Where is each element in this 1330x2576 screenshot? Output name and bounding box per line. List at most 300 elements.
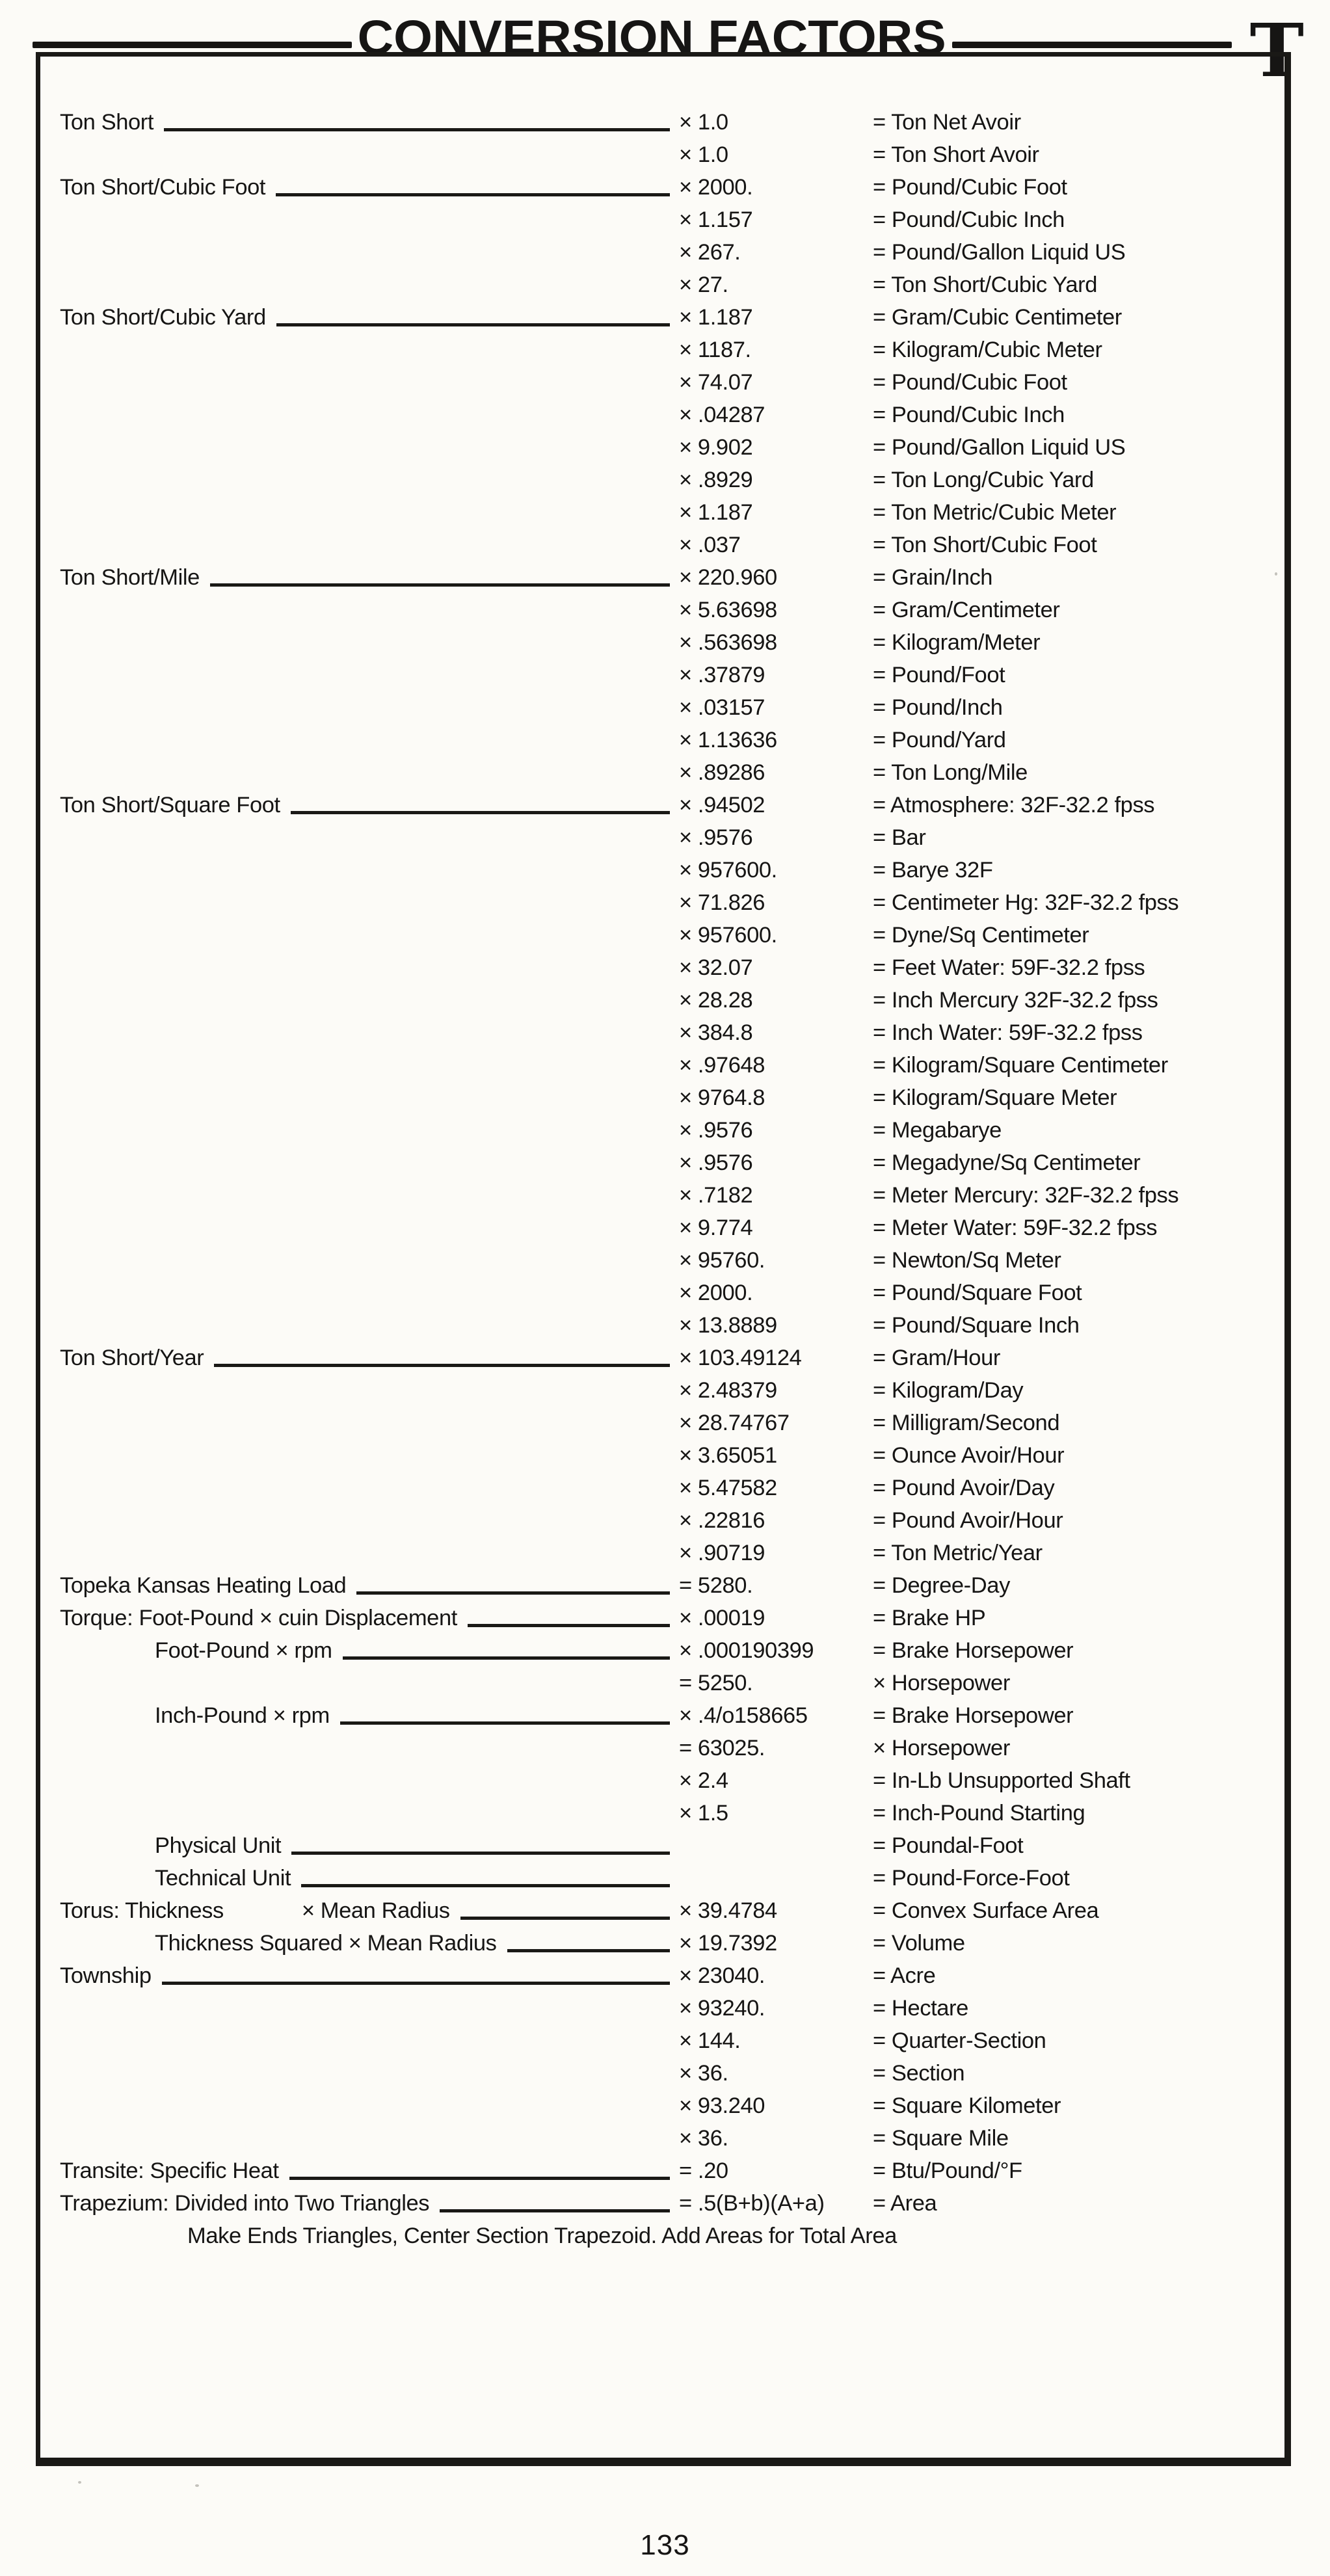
conversion-factor: × 1.0: [679, 110, 728, 135]
conversion-row: [60, 1374, 1268, 1407]
conversion-factor: × 3.65051: [679, 1443, 777, 1468]
conversion-row-label-cell: [60, 431, 679, 464]
conversion-row: [60, 1504, 1268, 1537]
conversion-factor: × .00019: [679, 1606, 765, 1630]
conversion-result: = Kilogram/Square Meter: [873, 1085, 1117, 1110]
conversion-result: = Area: [873, 2191, 937, 2216]
conversion-row: [60, 431, 1268, 464]
conversion-row-label-cell: [60, 1732, 679, 1764]
conversion-factor: × .37879: [679, 663, 765, 687]
conversion-row-label-cell: [60, 1504, 679, 1537]
conversion-result: = Newton/Sq Meter: [873, 1248, 1061, 1273]
conversion-row: [60, 1764, 1268, 1797]
conversion-result: = Hectare: [873, 1996, 968, 2021]
conversion-row: [60, 1634, 1268, 1667]
conversion-row-label-cell: [60, 691, 679, 724]
conversion-factor: × .90719: [679, 1541, 765, 1565]
conversion-row-label-cell: [60, 1212, 679, 1244]
conversion-row-label-cell: [60, 2187, 679, 2220]
conversion-row: [60, 561, 1268, 594]
conversion-row: [60, 1537, 1268, 1569]
conversion-row: [60, 496, 1268, 529]
conversion-result: = Milligram/Second: [873, 1411, 1060, 1435]
conversion-row: [60, 1699, 1268, 1732]
conversion-row: [60, 2122, 1268, 2155]
conversion-factor: × 957600.: [679, 923, 777, 948]
conversion-result: = Square Kilometer: [873, 2093, 1061, 2118]
conversion-row-label-cell: [60, 106, 679, 139]
conversion-row-label: Technical Unit: [155, 1866, 291, 1891]
conversion-row-label-cell: [60, 2122, 679, 2155]
conversion-result: = Pound/Cubic Foot: [873, 370, 1067, 395]
conversion-result: = Pound/Gallon Liquid US: [873, 240, 1126, 265]
conversion-row: [60, 1244, 1268, 1277]
conversion-factor: × .03157: [679, 695, 765, 720]
conversion-row: [60, 951, 1268, 984]
conversion-row: [60, 1407, 1268, 1439]
conversion-row: [60, 171, 1268, 204]
conversion-result: = Btu/Pound/°F: [873, 2158, 1022, 2183]
header-rule-left: [33, 42, 352, 48]
conversion-row-label-cell: [60, 204, 679, 236]
conversion-result: = Gram/Hour: [873, 1346, 1000, 1370]
conversion-row: [60, 366, 1268, 399]
conversion-result: = Ton Metric/Year: [873, 1541, 1043, 1565]
conversion-row: [60, 1667, 1268, 1699]
conversion-row: [60, 626, 1268, 659]
conversion-result: = Inch Water: 59F-32.2 fpss: [873, 1020, 1143, 1045]
conversion-row: [60, 886, 1268, 919]
conversion-factor: × .9576: [679, 1118, 753, 1143]
leader-line: [291, 811, 670, 814]
leader-line: [162, 1982, 670, 1985]
conversion-row-label-cell: [60, 496, 679, 529]
conversion-row-label-cell: [60, 2090, 679, 2122]
conversion-result: = Brake Horsepower: [873, 1703, 1074, 1728]
conversion-factor: × 144.: [679, 2028, 741, 2053]
conversion-row-label: Ton Short/Mile: [60, 565, 200, 590]
conversion-row: [60, 984, 1268, 1016]
conversion-row: [60, 1894, 1268, 1927]
conversion-row: [60, 334, 1268, 366]
conversion-result: = Gram/Centimeter: [873, 598, 1060, 622]
conversion-row: [60, 659, 1268, 691]
conversion-factor: [679, 1829, 873, 1862]
conversion-row: [60, 821, 1268, 854]
scan-speck: [195, 2484, 199, 2487]
conversion-row: [60, 789, 1268, 821]
conversion-result: = Ton Short Avoir: [873, 142, 1039, 167]
conversion-row-label-cell: [60, 951, 679, 984]
conversion-result: = Ton Short/Cubic Foot: [873, 533, 1097, 557]
conversion-factor: × .04287: [679, 403, 765, 427]
conversion-result: = Ton Metric/Cubic Meter: [873, 500, 1117, 525]
leader-line: [340, 1721, 670, 1725]
conversion-row: [60, 691, 1268, 724]
conversion-result: = Pound Avoir/Hour: [873, 1508, 1063, 1533]
conversion-row-label: Ton Short/Year: [60, 1346, 204, 1370]
conversion-row-label-cell: [60, 724, 679, 756]
conversion-result: = Pound/Cubic Inch: [873, 403, 1065, 427]
conversion-row-label: Physical Unit: [155, 1833, 282, 1858]
conversion-factor: × 23040.: [679, 1963, 765, 1988]
leader-line: [460, 1917, 670, 1920]
conversion-row-label: Inch-Pound × rpm: [155, 1703, 330, 1728]
conversion-factor: × .8929: [679, 468, 753, 492]
conversion-row: [60, 854, 1268, 886]
leader-line: [301, 1884, 670, 1887]
conversion-row-label-cell: [60, 1537, 679, 1569]
leader-line: [276, 193, 670, 196]
conversion-row-label-cell: [60, 1472, 679, 1504]
conversion-row-label-cell: [60, 1277, 679, 1309]
conversion-row-label-cell: [60, 984, 679, 1016]
page-title: CONVERSION FACTORS: [357, 10, 947, 64]
conversion-result: = Gram/Cubic Centimeter: [873, 305, 1122, 330]
conversion-factor: × .97648: [679, 1053, 765, 1078]
conversion-result: = Pound Avoir/Day: [873, 1476, 1055, 1500]
conversion-factor: × 220.960: [679, 565, 777, 590]
conversion-row-label-cell: [60, 1439, 679, 1472]
conversion-row-label: Ton Short: [60, 110, 154, 135]
conversion-row: [60, 919, 1268, 951]
conversion-factor: × 74.07: [679, 370, 753, 395]
leader-line: [289, 2177, 670, 2180]
conversion-row-label-cell: [60, 1374, 679, 1407]
conversion-row-label-cell: [60, 854, 679, 886]
conversion-row-label-2: × Mean Radius: [301, 1898, 450, 1923]
conversion-row-label-cell: [60, 1244, 679, 1277]
conversion-row: [60, 1569, 1268, 1602]
conversion-row: [60, 529, 1268, 561]
conversion-result: = Brake HP: [873, 1606, 986, 1630]
conversion-factor: × 384.8: [679, 1020, 753, 1045]
leader-line: [356, 1591, 670, 1595]
conversion-row-label-cell: [60, 626, 679, 659]
conversion-row-label-cell: [60, 399, 679, 431]
conversion-row-label-cell: [60, 1894, 679, 1927]
conversion-row-label-cell: [60, 1147, 679, 1179]
section-letter: T: [1249, 8, 1304, 94]
leader-line: [440, 2209, 670, 2212]
conversion-result: = In-Lb Unsupported Shaft: [873, 1768, 1130, 1793]
conversion-result: = Pound/Cubic Foot: [873, 175, 1067, 200]
conversion-row: [60, 399, 1268, 431]
conversion-factor: × .7182: [679, 1183, 753, 1208]
conversion-result: = Ton Long/Mile: [873, 760, 1028, 785]
conversion-row-label-cell: [60, 2025, 679, 2057]
conversion-row-label-cell: [60, 269, 679, 301]
conversion-row: [60, 301, 1268, 334]
conversion-factor: × .89286: [679, 760, 765, 785]
conversion-row: [60, 724, 1268, 756]
scan-speck: [1275, 572, 1277, 576]
conversion-result: = Grain/Inch: [873, 565, 993, 590]
conversion-row: [60, 2025, 1268, 2057]
conversion-factor: × 267.: [679, 240, 741, 265]
conversion-factor: × .563698: [679, 630, 777, 655]
conversion-row-label-cell: [60, 594, 679, 626]
conversion-result: = Inch Mercury 32F-32.2 fpss: [873, 988, 1158, 1013]
conversion-factor: × 2000.: [679, 1281, 753, 1305]
conversion-result: × Horsepower: [873, 1736, 1010, 1760]
conversion-row-label: Torus: Thickness: [60, 1898, 224, 1923]
conversion-factor: × .22816: [679, 1508, 765, 1533]
conversion-result: = Bar: [873, 825, 926, 850]
conversion-factor: [679, 1862, 873, 1894]
conversion-row: [60, 1342, 1268, 1374]
conversion-row-label-cell: [60, 1309, 679, 1342]
leader-line: [210, 583, 670, 587]
conversion-factor: × 95760.: [679, 1248, 765, 1273]
conversion-result: = Pound/Yard: [873, 728, 1006, 752]
conversion-result: = Atmosphere: 32F-32.2 fpss: [873, 793, 1155, 817]
leader-line: [276, 323, 670, 326]
conversion-row-label-cell: [60, 529, 679, 561]
conversion-result: = Megadyne/Sq Centimeter: [873, 1150, 1141, 1175]
conversion-row-label-cell: [60, 1407, 679, 1439]
conversion-row: [60, 1602, 1268, 1634]
conversion-factor: × 71.826: [679, 890, 765, 915]
conversion-row: [60, 594, 1268, 626]
conversion-row: [60, 139, 1268, 171]
conversion-result: = Volume: [873, 1931, 965, 1956]
conversion-row-label: Trapezium: Divided into Two Triangles: [60, 2191, 430, 2216]
conversion-row-label-cell: [60, 789, 679, 821]
conversion-row-label-cell: [60, 1569, 679, 1602]
conversion-row: [60, 204, 1268, 236]
conversion-result: = Brake Horsepower: [873, 1638, 1074, 1663]
conversion-row-label-cell: [60, 1667, 679, 1699]
conversion-row-label-cell: [60, 236, 679, 269]
conversion-row-label-cell: [60, 756, 679, 789]
conversion-result: = Kilogram/Meter: [873, 630, 1041, 655]
conversion-result: = Pound/Inch: [873, 695, 1003, 720]
trapezium-note: Make Ends Triangles, Center Section Trapezoid. Add Areas for Total Area: [187, 2224, 897, 2248]
conversion-row-label-cell: [60, 1114, 679, 1147]
conversion-row: [60, 1049, 1268, 1082]
conversion-row: [60, 464, 1268, 496]
content-frame: [36, 52, 1291, 2466]
conversion-row-label: Ton Short/Cubic Foot: [60, 175, 266, 200]
conversion-factor: × 19.7392: [679, 1931, 777, 1956]
conversion-row-label-cell: [60, 821, 679, 854]
conversion-factor: = 5280.: [679, 1573, 753, 1598]
conversion-row-label-cell: [60, 301, 679, 334]
conversion-factor: = 5250.: [679, 1671, 753, 1695]
conversion-result: = Inch-Pound Starting: [873, 1801, 1085, 1826]
conversion-table: [60, 106, 1268, 2220]
conversion-factor: × 36.: [679, 2126, 728, 2151]
conversion-factor: × 32.07: [679, 955, 753, 980]
conversion-factor: × 2000.: [679, 175, 753, 200]
conversion-result: = Kilogram/Cubic Meter: [873, 338, 1102, 362]
conversion-result: = Convex Surface Area: [873, 1898, 1099, 1923]
conversion-factor: × 9764.8: [679, 1085, 765, 1110]
conversion-row: [60, 1829, 1268, 1862]
conversion-row-label-cell: [60, 1699, 679, 1732]
conversion-row-label-cell: [60, 659, 679, 691]
conversion-factor: × 1187.: [679, 338, 751, 362]
conversion-row-label: Torque: Foot-Pound × cuin Displacement: [60, 1606, 457, 1630]
conversion-row-label-cell: [60, 1016, 679, 1049]
conversion-factor: × .9576: [679, 1150, 753, 1175]
conversion-result: = Meter Water: 59F-32.2 fpss: [873, 1215, 1158, 1240]
conversion-result: = Quarter-Section: [873, 2028, 1046, 2053]
conversion-result: = Centimeter Hg: 32F-32.2 fpss: [873, 890, 1179, 915]
conversion-result: = Pound/Foot: [873, 663, 1005, 687]
conversion-row: [60, 1472, 1268, 1504]
conversion-row: [60, 1732, 1268, 1764]
conversion-row-label-cell: [60, 561, 679, 594]
conversion-row-label: Ton Short/Cubic Yard: [60, 305, 266, 330]
conversion-row-label-cell: [60, 1992, 679, 2025]
conversion-row-label-cell: [60, 1927, 679, 1959]
leader-line: [164, 128, 670, 131]
conversion-row: [60, 1016, 1268, 1049]
conversion-row: [60, 1797, 1268, 1829]
conversion-factor: × 93240.: [679, 1996, 765, 2021]
conversion-row-label-cell: [60, 1797, 679, 1829]
conversion-row-label-cell: [60, 1342, 679, 1374]
conversion-result: = Feet Water: 59F-32.2 fpss: [873, 955, 1145, 980]
conversion-row-label-cell: [60, 334, 679, 366]
conversion-row: [60, 1179, 1268, 1212]
scan-speck: [78, 2481, 81, 2484]
conversion-factor: × 2.48379: [679, 1378, 777, 1403]
conversion-row: [60, 1082, 1268, 1114]
conversion-factor: × 9.774: [679, 1215, 753, 1240]
conversion-factor: × 5.47582: [679, 1476, 777, 1500]
conversion-row-label-cell: [60, 1959, 679, 1992]
conversion-row-label-cell: [60, 1082, 679, 1114]
conversion-row: [60, 2057, 1268, 2090]
conversion-result: = Pound/Square Foot: [873, 1281, 1082, 1305]
conversion-factor: × 93.240: [679, 2093, 765, 2118]
conversion-result: = Ounce Avoir/Hour: [873, 1443, 1065, 1468]
conversion-factor: × 1.5: [679, 1801, 728, 1826]
conversion-row-label-cell: [60, 1862, 679, 1894]
conversion-row-label-cell: [60, 2155, 679, 2187]
conversion-result: = Pound/Gallon Liquid US: [873, 435, 1126, 460]
conversion-row-label-cell: [60, 171, 679, 204]
conversion-row-label: Thickness Squared × Mean Radius: [155, 1931, 497, 1956]
conversion-factor: × .000190399: [679, 1638, 814, 1663]
conversion-row: [60, 1992, 1268, 2025]
conversion-row-label-cell: [60, 366, 679, 399]
conversion-factor: × 36.: [679, 2061, 728, 2086]
conversion-result: = Barye 32F: [873, 858, 993, 883]
conversion-row-label-cell: [60, 1602, 679, 1634]
leader-line: [507, 1949, 670, 1952]
conversion-row-label: Topeka Kansas Heating Load: [60, 1573, 347, 1598]
conversion-row-label-cell: [60, 1764, 679, 1797]
conversion-row: [60, 1212, 1268, 1244]
conversion-factor: = 63025.: [679, 1736, 765, 1760]
conversion-result: = Meter Mercury: 32F-32.2 fpss: [873, 1183, 1179, 1208]
conversion-factor: × 5.63698: [679, 598, 777, 622]
header-rule-right: [952, 42, 1232, 48]
leader-line: [291, 1852, 670, 1855]
conversion-factor: × 28.28: [679, 988, 753, 1013]
conversion-result: = Ton Short/Cubic Yard: [873, 272, 1098, 297]
conversion-factor: × 1.13636: [679, 728, 777, 752]
conversion-result: = Kilogram/Day: [873, 1378, 1024, 1403]
conversion-row-label-cell: [60, 2057, 679, 2090]
conversion-row-label-cell: [60, 919, 679, 951]
conversion-result: = Acre: [873, 1963, 936, 1988]
conversion-row: [60, 756, 1268, 789]
conversion-factor: × 957600.: [679, 858, 777, 883]
conversion-factor: × 27.: [679, 272, 728, 297]
conversion-result: = Pound-Force-Foot: [873, 1866, 1070, 1891]
conversion-result: = Square Mile: [873, 2126, 1009, 2151]
leader-line: [343, 1656, 670, 1660]
conversion-factor: × .9576: [679, 825, 753, 850]
page-number: 133: [640, 2529, 690, 2561]
conversion-row-label: Ton Short/Square Foot: [60, 793, 280, 817]
conversion-row-label: Transite: Specific Heat: [60, 2158, 279, 2183]
conversion-factor: × 13.8889: [679, 1313, 777, 1338]
conversion-row: [60, 1959, 1268, 1992]
conversion-result: = Megabarye: [873, 1118, 1002, 1143]
conversion-factor: × 2.4: [679, 1768, 728, 1793]
conversion-result: = Pound/Cubic Inch: [873, 207, 1065, 232]
conversion-factor: × .037: [679, 533, 741, 557]
conversion-factor: = .5(B+b)(A+a): [679, 2191, 825, 2216]
conversion-row-label-cell: [60, 464, 679, 496]
conversion-factor: × 9.902: [679, 435, 753, 460]
conversion-factor: × 1.157: [679, 207, 753, 232]
conversion-row: [60, 1277, 1268, 1309]
conversion-row: [60, 1439, 1268, 1472]
conversion-row-label-cell: [60, 1829, 679, 1862]
conversion-row: [60, 1309, 1268, 1342]
conversion-row-label-cell: [60, 1634, 679, 1667]
conversion-result: × Horsepower: [873, 1671, 1010, 1695]
conversion-row-label: Foot-Pound × rpm: [155, 1638, 332, 1663]
conversion-row: [60, 2155, 1268, 2187]
conversion-row: [60, 236, 1268, 269]
conversion-result: = Ton Long/Cubic Yard: [873, 468, 1094, 492]
conversion-factor: × 1.187: [679, 500, 753, 525]
conversion-factor: × 103.49124: [679, 1346, 802, 1370]
conversion-factor: × .4/o158665: [679, 1703, 808, 1728]
conversion-factor: = .20: [679, 2158, 728, 2183]
conversion-factor: × 1.187: [679, 305, 753, 330]
conversion-result: = Dyne/Sq Centimeter: [873, 923, 1089, 948]
conversion-row-label: Township: [60, 1963, 152, 1988]
conversion-row: [60, 106, 1268, 139]
conversion-result: = Ton Net Avoir: [873, 110, 1021, 135]
conversion-row: [60, 1114, 1268, 1147]
leader-line: [468, 1624, 670, 1627]
conversion-row-label-cell: [60, 886, 679, 919]
conversion-row-label-cell: [60, 139, 679, 171]
leader-line: [214, 1364, 670, 1367]
conversion-result: = Pound/Square Inch: [873, 1313, 1080, 1338]
conversion-factor: × .94502: [679, 793, 765, 817]
conversion-factor: × 28.74767: [679, 1411, 790, 1435]
conversion-factor: × 1.0: [679, 142, 728, 167]
conversion-row: [60, 1862, 1268, 1894]
conversion-row: [60, 1147, 1268, 1179]
conversion-result: = Section: [873, 2061, 965, 2086]
conversion-result: = Poundal-Foot: [873, 1833, 1024, 1858]
conversion-row-label-cell: [60, 1179, 679, 1212]
conversion-row: [60, 1927, 1268, 1959]
conversion-result: = Degree-Day: [873, 1573, 1010, 1598]
